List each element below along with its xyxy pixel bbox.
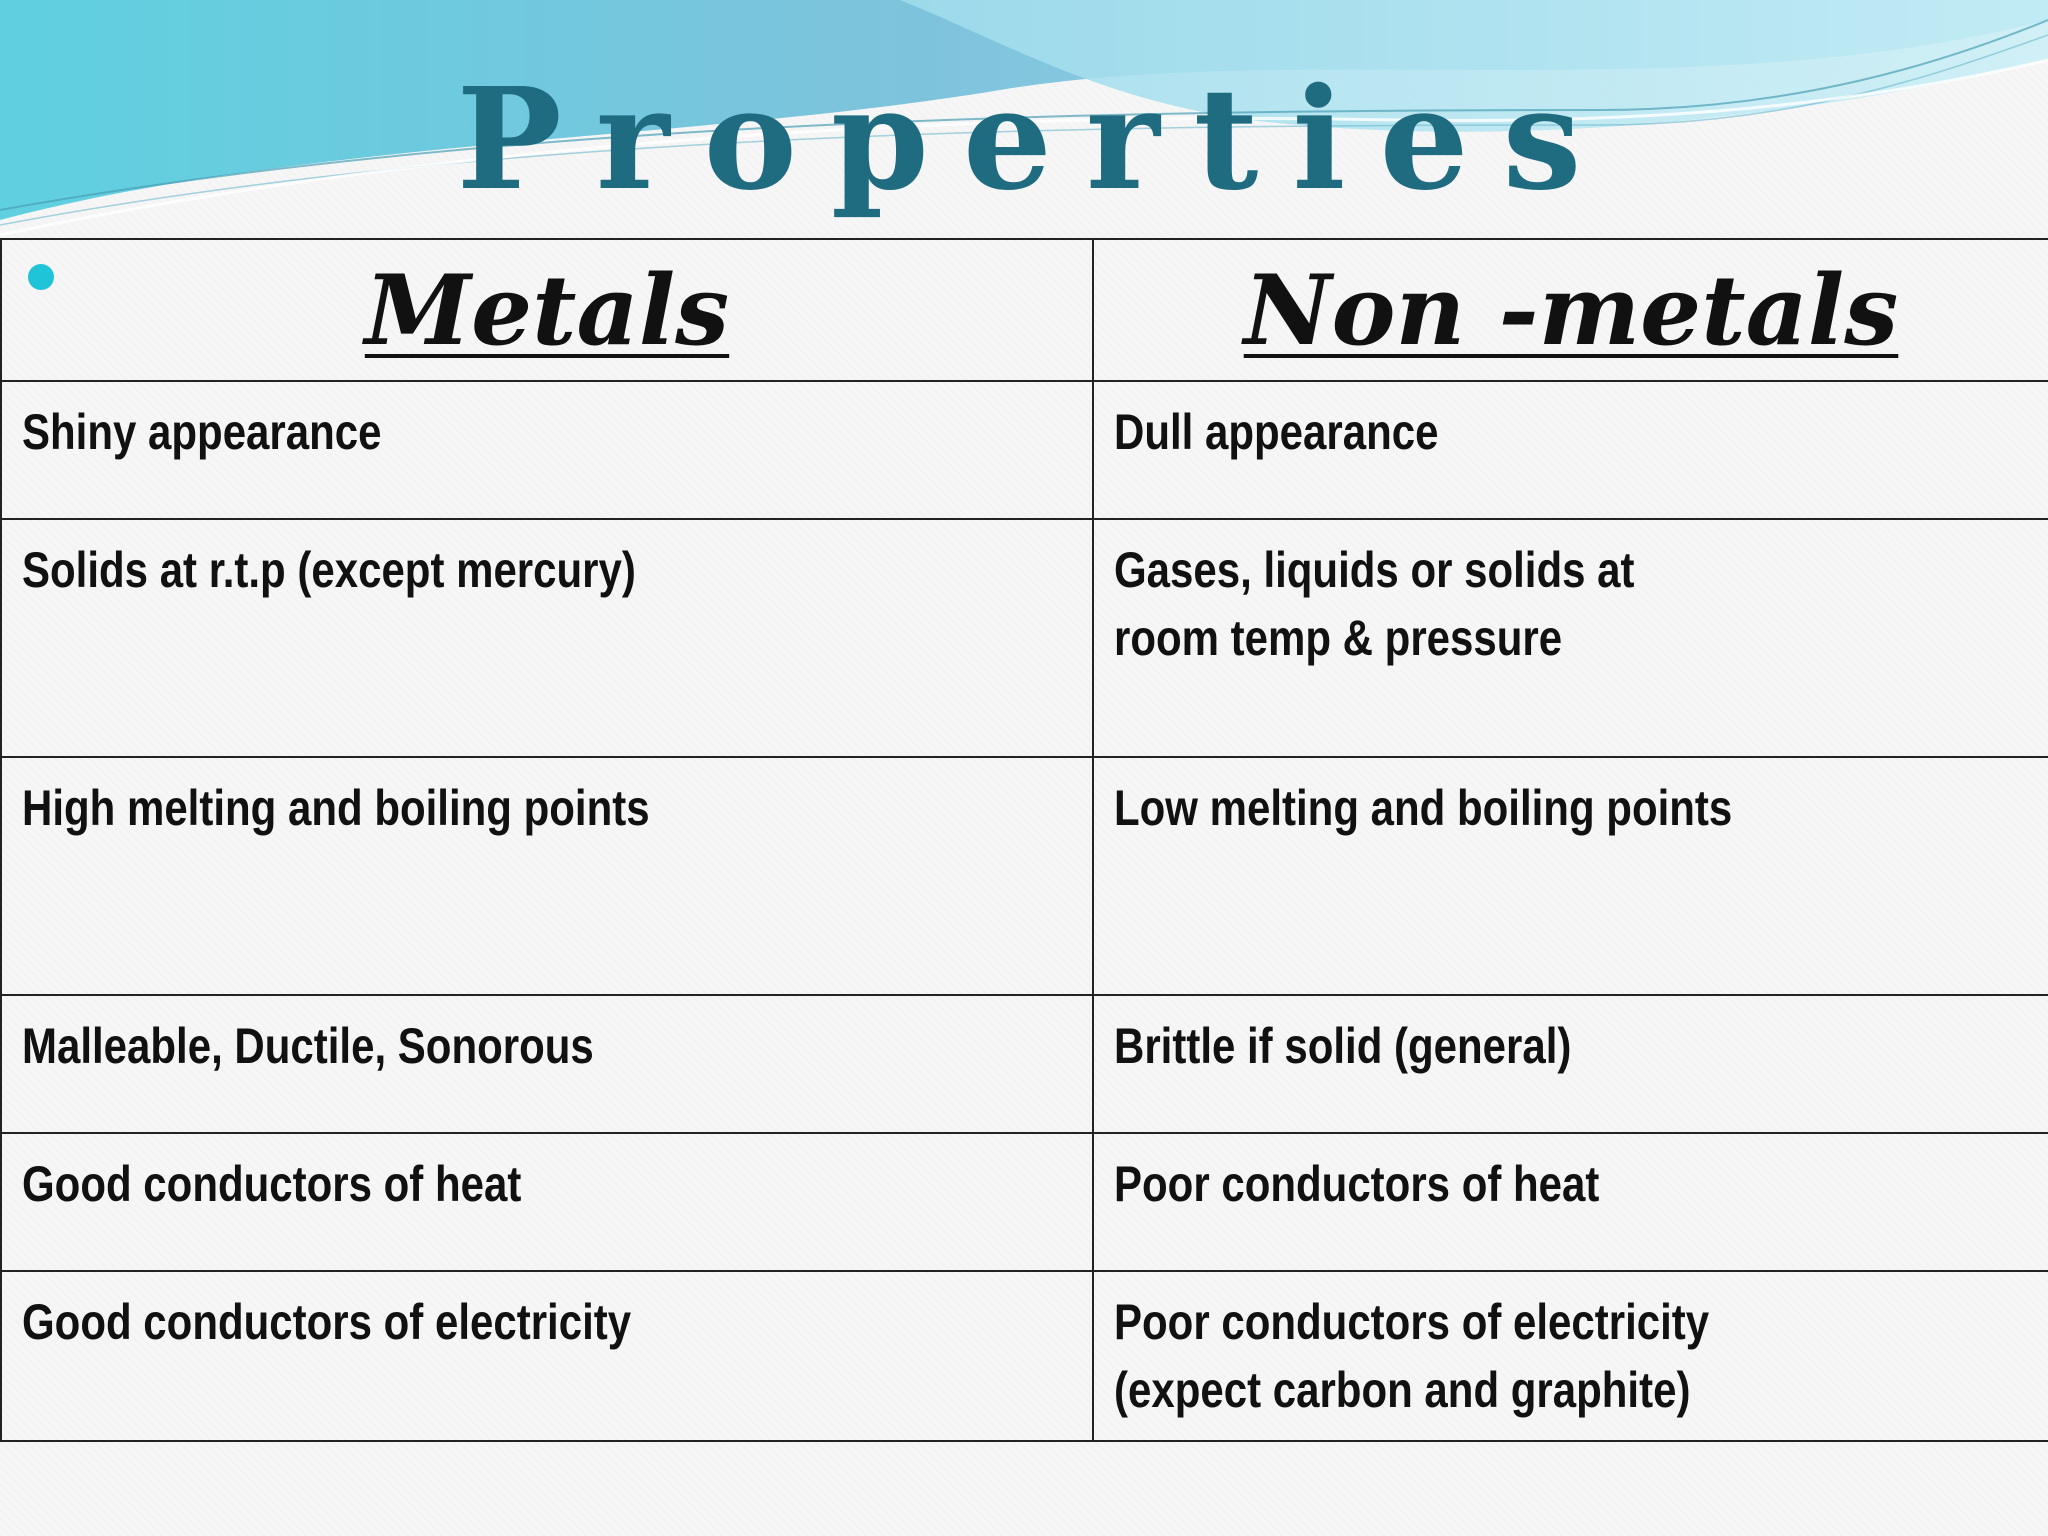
table-cell-non-metals: Poor conductors of electricity (expect carbon and graphite) [1093,1271,2048,1441]
table-row [1,995,2048,1133]
table-cell-metals: Malleable, Ductile, Sonorous [1,995,1093,1133]
table-cell-non-metals: Brittle if solid (general) [1093,995,2048,1133]
table-row [1,381,2048,519]
properties-table [0,238,2048,1442]
table-cell-metals: Solids at r.t.p (except mercury) [1,519,1093,757]
table-cell-non-metals: Poor conductors of heat [1093,1133,2048,1271]
header-non-metals-label: Non -metals [1243,253,1899,367]
table-cell-metals: Good conductors of heat [1,1133,1093,1271]
table-cell-metals: High melting and boiling points [1,757,1093,995]
table-row [1,757,2048,995]
table-row [1,519,2048,757]
bullet-icon [28,264,54,290]
header-non-metals [1093,239,2048,381]
table-row [1,1271,2048,1441]
table-row [1,1133,2048,1271]
table-cell-non-metals: Gases, liquids or solids at room temp & pressure [1093,519,2048,757]
header-metals [1,239,1093,381]
table-cell-metals: Good conductors of electricity [1,1271,1093,1441]
table-cell-non-metals: Low melting and boiling points [1093,757,2048,995]
table-header-row [1,239,2048,381]
table-cell-metals: Shiny appearance [1,381,1093,519]
header-metals-label: Metals [364,253,730,367]
slide-title: Properties [456,58,1616,222]
table-cell-non-metals: Dull appearance [1093,381,2048,519]
